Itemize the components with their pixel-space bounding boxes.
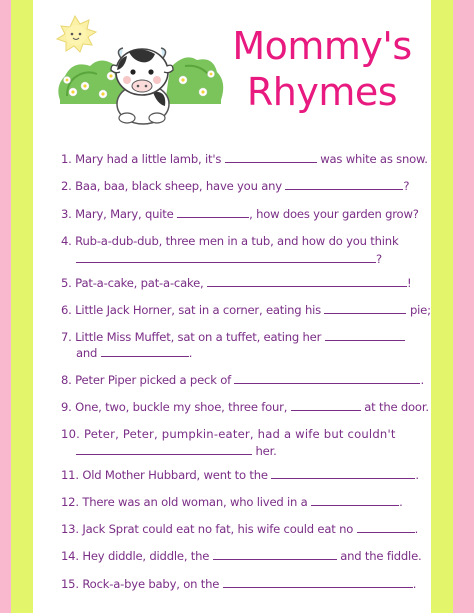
answer-blank[interactable]: [324, 302, 406, 314]
question-number: 5.: [61, 276, 72, 290]
answer-blank[interactable]: [76, 251, 376, 263]
question-text: Baa, baa, black sheep, have you any: [75, 179, 282, 193]
page-title-line1: Mommy's: [232, 24, 412, 68]
question-number: 11.: [61, 468, 79, 482]
question-text: Mary had a little lamb, it's: [75, 152, 222, 166]
question-number: 14.: [61, 549, 79, 563]
question-13: [61, 520, 419, 539]
question-9: [61, 398, 429, 417]
question-12: [61, 493, 413, 512]
question-text: Hey diddle, diddle, the: [82, 549, 210, 563]
question-number: 9.: [61, 400, 72, 414]
question-text-end: .: [415, 468, 419, 482]
question-number: 7.: [61, 330, 72, 344]
question-text: Old Mother Hubbard, went to the: [82, 468, 268, 482]
answer-blank[interactable]: [101, 345, 189, 357]
question-text-end: ?: [376, 252, 382, 266]
question-text: One, two, buckle my shoe, three four,: [75, 400, 288, 414]
question-text: Little Miss Muffet, sat on a tuffet, eating her: [75, 330, 322, 344]
answer-blank[interactable]: [177, 206, 249, 218]
answer-blank[interactable]: [234, 372, 420, 384]
answer-blank[interactable]: [223, 576, 413, 588]
question-4: [61, 232, 413, 251]
question-text-end: .: [412, 577, 417, 591]
question-text-end: , how does your garden grow?: [249, 207, 419, 221]
question-14: [61, 547, 422, 566]
question-text: There was an old woman, who lived in a: [82, 495, 308, 509]
answer-blank[interactable]: [357, 521, 415, 533]
question-text-end: .: [420, 373, 424, 387]
answer-blank[interactable]: [285, 178, 403, 190]
answer-blank[interactable]: [213, 548, 337, 560]
question-number: 13.: [61, 522, 79, 536]
answer-blank[interactable]: [271, 467, 415, 479]
question-text: Peter, Peter, pumpkin-eater, had a wife but couldn't: [83, 427, 396, 441]
question-text: Little Jack Horner, sat in a corner, eating his: [75, 303, 321, 317]
question-number: 8.: [61, 373, 72, 387]
question-text-end: her.: [255, 444, 277, 458]
question-text: Rub-a-dub-dub, three men in a tub, and how do you think: [75, 234, 399, 248]
cow-icon: [111, 48, 173, 124]
question-text: Mary, Mary, quite: [75, 207, 174, 221]
question-number: 12.: [61, 495, 79, 509]
question-text-end: pie;: [409, 303, 431, 317]
question-6: [61, 301, 431, 320]
question-text-end: .: [414, 522, 419, 536]
answer-blank[interactable]: [76, 443, 252, 455]
answer-blank[interactable]: [225, 151, 317, 163]
illustration: [45, 8, 230, 128]
question-number: 6.: [61, 303, 72, 317]
answer-blank[interactable]: [291, 399, 361, 411]
left-pink-border: [0, 0, 11, 613]
question-5: [61, 274, 413, 293]
question-number: 3.: [61, 207, 72, 221]
question-text-end: at the door.: [364, 400, 429, 414]
question-number: 4.: [61, 234, 72, 248]
page-title-line2: Rhymes: [246, 70, 398, 114]
question-text-end: and the fiddle.: [340, 549, 422, 563]
question-text-end: ?: [403, 179, 410, 193]
question-number: 15.: [61, 577, 79, 591]
question-text-end: .: [399, 495, 403, 509]
question-11: [61, 466, 419, 485]
question-text: Peter Piper picked a peck of: [75, 373, 231, 387]
answer-blank[interactable]: [311, 494, 399, 506]
question-1: [61, 150, 428, 169]
sun-icon: [57, 16, 96, 52]
question-text-end: was white as snow.: [320, 152, 428, 166]
question-number: 1.: [61, 152, 72, 166]
question-text: Rock-a-bye baby, on the: [82, 577, 220, 591]
question-text: Jack Sprat could eat no fat, his wife could eat no: [82, 522, 354, 536]
question-text-end: !: [407, 276, 412, 290]
question-number: 2.: [61, 179, 72, 193]
question-text-end: .: [188, 346, 193, 360]
question-2: [61, 177, 413, 196]
question-4-line2: [76, 250, 406, 269]
question-8: [61, 371, 424, 390]
left-green-border: [11, 0, 33, 613]
question-10-line2: [76, 442, 416, 461]
question-3: [61, 205, 419, 224]
right-green-border: [431, 0, 453, 613]
question-number: 10.: [61, 427, 81, 441]
right-pink-border: [453, 0, 474, 613]
question-7-line2: [76, 344, 276, 363]
answer-blank[interactable]: [325, 329, 405, 341]
question-text: and: [76, 346, 98, 360]
question-15: [61, 575, 417, 594]
answer-blank[interactable]: [207, 275, 407, 287]
question-text: Pat-a-cake, pat-a-cake,: [75, 276, 204, 290]
